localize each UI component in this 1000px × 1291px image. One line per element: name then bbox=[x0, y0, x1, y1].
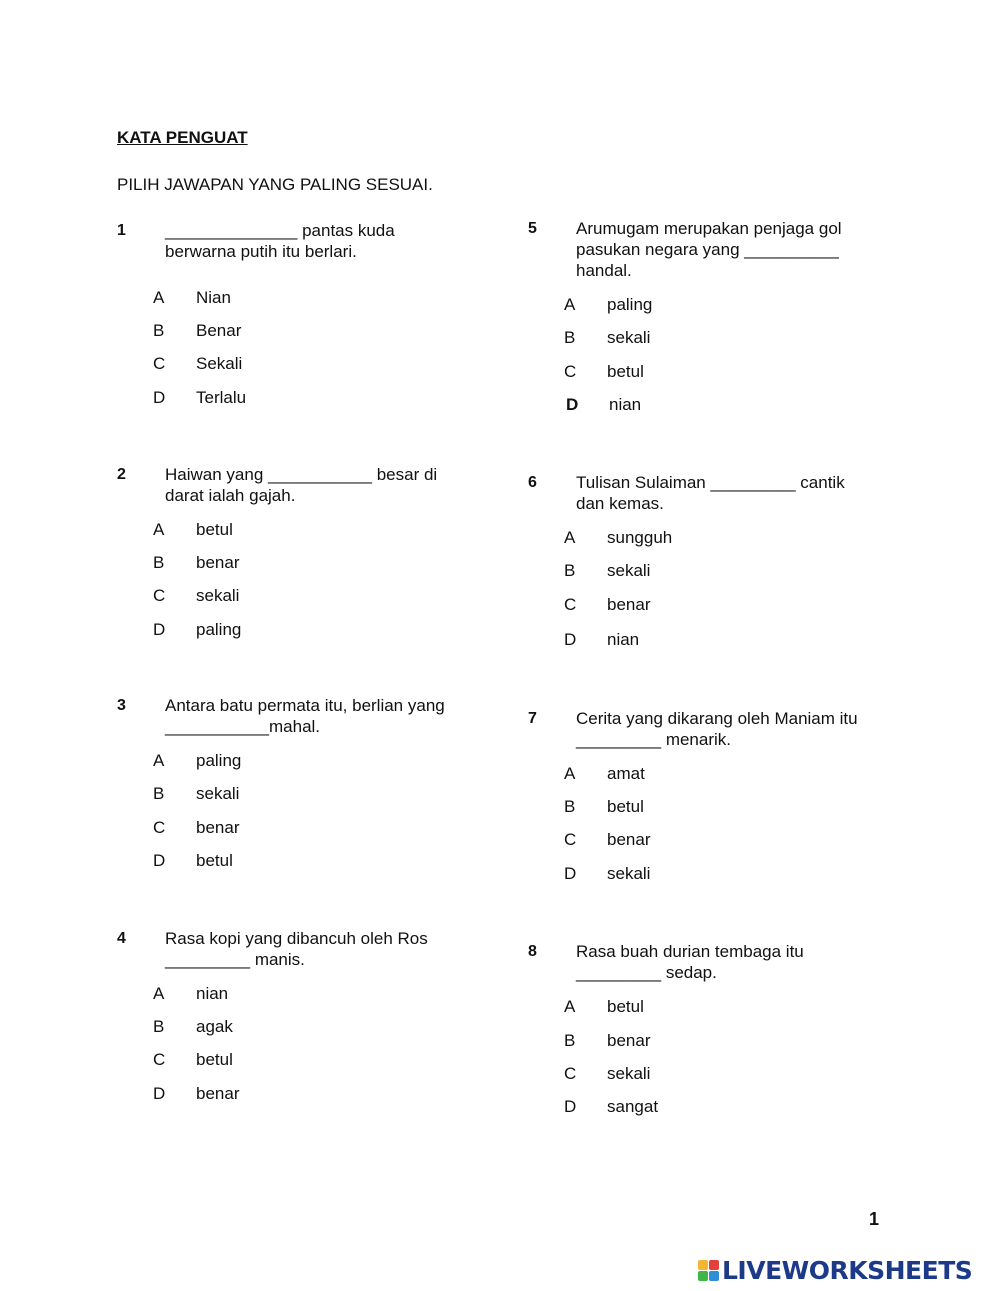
option-text: sekali bbox=[607, 328, 651, 347]
question-text: Haiwan yang ___________ besar di darat ialah gajah. bbox=[165, 465, 438, 505]
option-letter: C bbox=[153, 818, 166, 837]
question-number: 6 bbox=[528, 474, 537, 491]
question-text: ______________ pantas kuda berwarna putih itu berlari. bbox=[165, 221, 395, 261]
option-letter: C bbox=[153, 586, 166, 605]
option-text: Nian bbox=[196, 288, 231, 307]
option-letter: A bbox=[153, 520, 165, 539]
option-text: benar bbox=[196, 818, 240, 837]
option-letter: D bbox=[153, 620, 166, 639]
option-letter: A bbox=[564, 997, 576, 1016]
option-letter: C bbox=[564, 595, 577, 614]
option-text: nian bbox=[609, 395, 642, 414]
question-text: Tulisan Sulaiman _________ cantik dan kemas. bbox=[576, 473, 845, 513]
liveworksheets-logo bbox=[698, 1255, 972, 1285]
question-number: 3 bbox=[117, 697, 126, 714]
question-number: 5 bbox=[528, 220, 537, 237]
option-text: nian bbox=[196, 984, 229, 1003]
option-text: paling bbox=[196, 751, 242, 770]
option-text: sungguh bbox=[607, 528, 673, 547]
option-letter: D bbox=[564, 864, 577, 883]
option-text: sekali bbox=[607, 1064, 651, 1083]
option-letter: B bbox=[564, 561, 576, 580]
option-letter: B bbox=[153, 553, 165, 572]
option-letter: D bbox=[153, 851, 166, 870]
option-text: betul bbox=[196, 520, 233, 539]
option-text: agak bbox=[196, 1017, 233, 1036]
option-text: sekali bbox=[196, 784, 240, 803]
option-text: benar bbox=[196, 553, 240, 572]
question-number: 1 bbox=[117, 222, 126, 239]
option-letter: D bbox=[564, 1097, 577, 1116]
option-text: sekali bbox=[607, 864, 651, 883]
logo-text: LIVEWORKSHEETS bbox=[722, 1255, 973, 1285]
question-text: Cerita yang dikarang oleh Maniam itu _________ menarik. bbox=[576, 709, 858, 749]
option-text: benar bbox=[607, 830, 651, 849]
option-text: betul bbox=[196, 851, 233, 870]
question-text: Rasa buah durian tembaga itu _________ sedap. bbox=[576, 942, 804, 982]
option-letter: B bbox=[153, 1017, 165, 1036]
option-text: betul bbox=[607, 797, 644, 816]
option-letter: B bbox=[564, 797, 576, 816]
option-letter: D bbox=[566, 395, 579, 414]
logo-grid-icon bbox=[698, 1260, 719, 1281]
option-letter: D bbox=[564, 630, 577, 649]
option-text: betul bbox=[196, 1050, 233, 1069]
option-text: betul bbox=[607, 997, 644, 1016]
option-text: amat bbox=[607, 764, 645, 783]
question-text: Rasa kopi yang dibancuh oleh Ros _________ manis. bbox=[165, 929, 428, 969]
option-letter: A bbox=[564, 764, 576, 783]
option-letter: B bbox=[153, 784, 165, 803]
option-letter: A bbox=[564, 528, 576, 547]
worksheet-title: KATA PENGUAT bbox=[117, 128, 248, 147]
option-text: betul bbox=[607, 362, 644, 381]
option-text: Sekali bbox=[196, 354, 243, 373]
option-letter: D bbox=[153, 1084, 166, 1103]
option-letter: C bbox=[564, 830, 577, 849]
option-letter: B bbox=[153, 321, 165, 340]
question-text: Antara batu permata itu, berlian yang ___________mahal. bbox=[165, 696, 445, 736]
question-number: 8 bbox=[528, 943, 537, 960]
question-number: 2 bbox=[117, 466, 126, 483]
option-text: sekali bbox=[196, 586, 240, 605]
option-letter: C bbox=[153, 354, 166, 373]
option-text: nian bbox=[607, 630, 640, 649]
option-letter: C bbox=[564, 362, 577, 381]
option-text: paling bbox=[196, 620, 242, 639]
option-letter: A bbox=[564, 295, 576, 314]
option-letter: A bbox=[153, 751, 165, 770]
option-text: benar bbox=[607, 1031, 651, 1050]
option-text: Benar bbox=[196, 321, 242, 340]
option-letter: C bbox=[564, 1064, 577, 1083]
option-letter: B bbox=[564, 1031, 576, 1050]
option-text: Terlalu bbox=[196, 388, 247, 407]
page-number: 1 bbox=[869, 1209, 880, 1229]
option-letter: A bbox=[153, 984, 165, 1003]
question-text: Arumugam merupakan penjaga gol pasukan negara yang __________ handal. bbox=[576, 219, 842, 280]
question-number: 7 bbox=[528, 710, 537, 727]
option-letter: C bbox=[153, 1050, 166, 1069]
option-text: paling bbox=[607, 295, 653, 314]
option-letter: B bbox=[564, 328, 576, 347]
option-letter: A bbox=[153, 288, 165, 307]
worksheet-instruction: PILIH JAWAPAN YANG PALING SESUAI. bbox=[117, 175, 433, 194]
question-number: 4 bbox=[117, 930, 126, 947]
option-letter: D bbox=[153, 388, 166, 407]
option-text: sangat bbox=[607, 1097, 659, 1116]
option-text: sekali bbox=[607, 561, 651, 580]
option-text: benar bbox=[607, 595, 651, 614]
option-text: benar bbox=[196, 1084, 240, 1103]
